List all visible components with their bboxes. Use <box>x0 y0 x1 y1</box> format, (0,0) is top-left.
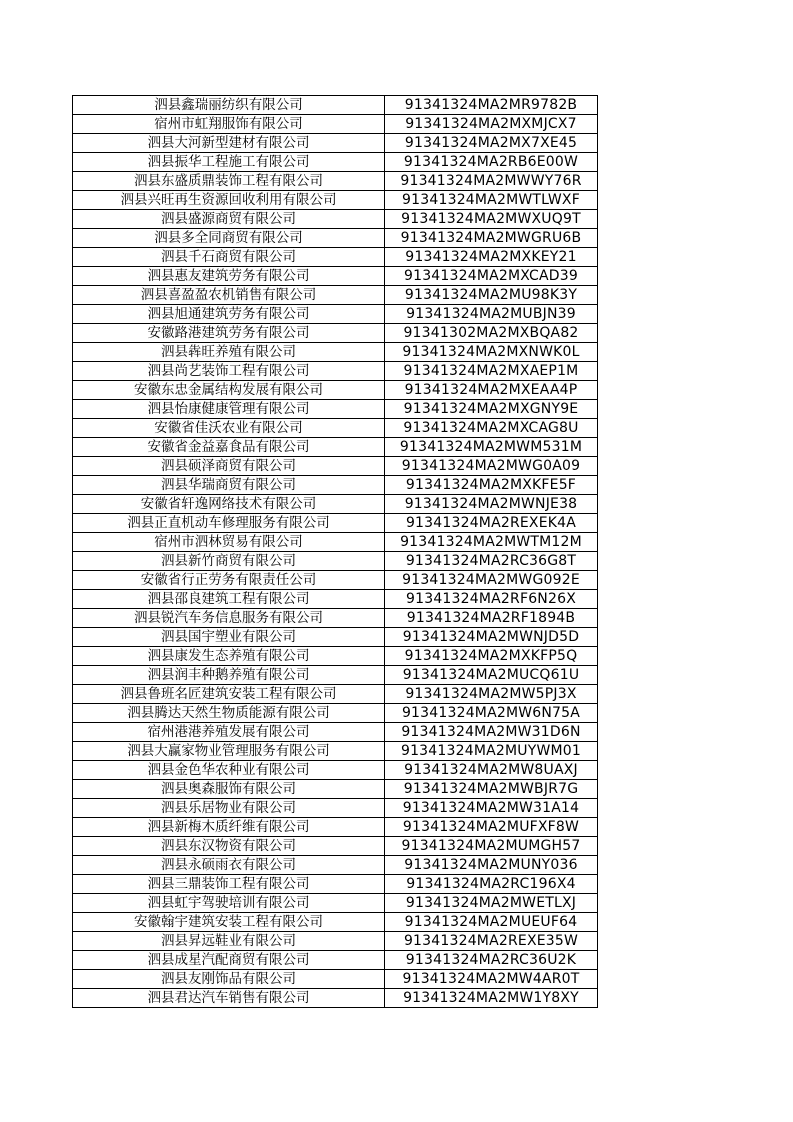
company-name-cell: 安徽省轩逸网络技术有限公司 <box>73 495 385 514</box>
company-name-cell: 安徽东忠金属结构发展有限公司 <box>73 381 385 400</box>
table-row <box>73 229 598 248</box>
table-row <box>73 989 598 1008</box>
company-name-cell: 泗县新竹商贸有限公司 <box>73 552 385 571</box>
table-row <box>73 324 598 343</box>
company-name-cell: 泗县华瑞商贸有限公司 <box>73 476 385 495</box>
credit-code-cell: 91341324MA2MWG092E <box>385 571 598 590</box>
credit-code-cell: 91341324MA2MW31D6N <box>385 723 598 742</box>
company-name-cell: 泗县康发生态养殖有限公司 <box>73 647 385 666</box>
credit-code-cell: 91341324MA2MXCAG8U <box>385 419 598 438</box>
company-name-cell: 安徽省金益嘉食品有限公司 <box>73 438 385 457</box>
table-row <box>73 191 598 210</box>
table-row <box>73 457 598 476</box>
table-row <box>73 818 598 837</box>
table-row <box>73 248 598 267</box>
credit-code-cell: 91341324MA2MXMJCX7 <box>385 115 598 134</box>
credit-code-cell: 91341324MA2MWWY76R <box>385 172 598 191</box>
company-name-cell: 泗县硕泽商贸有限公司 <box>73 457 385 476</box>
credit-code-cell: 91341324MA2RC36U2K <box>385 951 598 970</box>
credit-code-cell: 91341324MA2MWGRU6B <box>385 229 598 248</box>
credit-code-cell: 91341324MA2MW5PJ3X <box>385 685 598 704</box>
credit-code-cell: 91341324MA2MWNJE38 <box>385 495 598 514</box>
credit-code-cell: 91341324MA2MR9782B <box>385 96 598 115</box>
table-row <box>73 172 598 191</box>
credit-code-cell: 91341324MA2RF1894B <box>385 609 598 628</box>
credit-code-cell: 91341324MA2MWETLXJ <box>385 894 598 913</box>
credit-code-cell: 91341324MA2MW31A14 <box>385 799 598 818</box>
company-name-cell: 泗县乐居物业有限公司 <box>73 799 385 818</box>
company-name-cell: 宿州市虹翔服饰有限公司 <box>73 115 385 134</box>
table-row <box>73 761 598 780</box>
company-name-cell: 泗县成星汽配商贸有限公司 <box>73 951 385 970</box>
company-name-cell: 安徽路港建筑劳务有限公司 <box>73 324 385 343</box>
table-row <box>73 381 598 400</box>
credit-code-cell: 91341324MA2RF6N26X <box>385 590 598 609</box>
company-name-cell: 泗县多全同商贸有限公司 <box>73 229 385 248</box>
credit-code-cell: 91341324MA2MUYWM01 <box>385 742 598 761</box>
company-name-cell: 泗县奥森服饰有限公司 <box>73 780 385 799</box>
credit-code-cell: 91341324MA2MUBJN39 <box>385 305 598 324</box>
company-name-cell: 泗县喜盈盈农机销售有限公司 <box>73 286 385 305</box>
credit-code-cell: 91341324MA2MXGNY9E <box>385 400 598 419</box>
credit-code-cell: 91341324MA2MW1Y8XY <box>385 989 598 1008</box>
company-name-cell: 泗县友刚饰品有限公司 <box>73 970 385 989</box>
credit-code-cell: 91341324MA2MUFXF8W <box>385 818 598 837</box>
credit-code-cell: 91341324MA2REXEK4A <box>385 514 598 533</box>
company-table-body <box>73 96 598 1008</box>
table-row <box>73 780 598 799</box>
company-name-cell: 安徽省佳沃农业有限公司 <box>73 419 385 438</box>
table-row <box>73 495 598 514</box>
company-name-cell: 泗县犇旺养殖有限公司 <box>73 343 385 362</box>
credit-code-cell: 91341324MA2MXKEY21 <box>385 248 598 267</box>
company-name-cell: 泗县三鼎装饰工程有限公司 <box>73 875 385 894</box>
table-row <box>73 647 598 666</box>
company-name-cell: 泗县盛源商贸有限公司 <box>73 210 385 229</box>
table-row <box>73 533 598 552</box>
credit-code-cell: 91341324MA2MU98K3Y <box>385 286 598 305</box>
table-row <box>73 267 598 286</box>
credit-code-cell: 91341324MA2MWBJR7G <box>385 780 598 799</box>
credit-code-cell: 91341324MA2MWM531M <box>385 438 598 457</box>
company-name-cell: 泗县腾达天然生物质能源有限公司 <box>73 704 385 723</box>
table-row <box>73 932 598 951</box>
table-row <box>73 704 598 723</box>
table-row <box>73 590 598 609</box>
table-row <box>73 571 598 590</box>
credit-code-cell: 91341324MA2MXKFE5F <box>385 476 598 495</box>
company-name-cell: 泗县旭通建筑劳务有限公司 <box>73 305 385 324</box>
company-name-cell: 泗县鲁班名匠建筑安装工程有限公司 <box>73 685 385 704</box>
company-name-cell: 宿州港港养殖发展有限公司 <box>73 723 385 742</box>
table-row <box>73 514 598 533</box>
table-row <box>73 913 598 932</box>
company-name-cell: 泗县国宇塑业有限公司 <box>73 628 385 647</box>
credit-code-cell: 91341324MA2MW4AR0T <box>385 970 598 989</box>
company-name-cell: 泗县永硕雨衣有限公司 <box>73 856 385 875</box>
company-name-cell: 泗县锐汽车务信息服务有限公司 <box>73 609 385 628</box>
credit-code-cell: 91341324MA2MUNY036 <box>385 856 598 875</box>
credit-code-cell: 91341324MA2MXEAA4P <box>385 381 598 400</box>
company-name-cell: 泗县邵良建筑工程有限公司 <box>73 590 385 609</box>
table-row <box>73 343 598 362</box>
table-row <box>73 628 598 647</box>
company-name-cell: 泗县千石商贸有限公司 <box>73 248 385 267</box>
company-name-cell: 泗县金色华农种业有限公司 <box>73 761 385 780</box>
company-name-cell: 泗县君达汽车销售有限公司 <box>73 989 385 1008</box>
table-row <box>73 951 598 970</box>
table-row <box>73 400 598 419</box>
table-row <box>73 875 598 894</box>
company-name-cell: 泗县昇远鞋业有限公司 <box>73 932 385 951</box>
company-name-cell: 泗县鑫瑞丽纺织有限公司 <box>73 96 385 115</box>
company-name-cell: 泗县东盛质鼎装饰工程有限公司 <box>73 172 385 191</box>
company-name-cell: 安徽省行正劳务有限责任公司 <box>73 571 385 590</box>
company-name-cell: 泗县新梅木质纤维有限公司 <box>73 818 385 837</box>
table-row <box>73 666 598 685</box>
credit-code-cell: 91341324MA2MUCQ61U <box>385 666 598 685</box>
company-name-cell: 泗县兴旺再生资源回收利用有限公司 <box>73 191 385 210</box>
credit-code-cell: 91341324MA2MXKFP5Q <box>385 647 598 666</box>
company-name-cell: 泗县虹宇驾驶培训有限公司 <box>73 894 385 913</box>
company-name-cell: 泗县润丰种鹅养殖有限公司 <box>73 666 385 685</box>
table-row <box>73 609 598 628</box>
credit-code-cell: 91341324MA2MXAEP1M <box>385 362 598 381</box>
table-row <box>73 286 598 305</box>
table-row <box>73 134 598 153</box>
table-row <box>73 210 598 229</box>
credit-code-cell: 91341324MA2MW6N75A <box>385 704 598 723</box>
credit-code-cell: 91341324MA2REXE35W <box>385 932 598 951</box>
table-row <box>73 856 598 875</box>
company-table <box>72 95 598 1008</box>
credit-code-cell: 91341324MA2MWTLWXF <box>385 191 598 210</box>
table-row <box>73 419 598 438</box>
credit-code-cell: 91341324MA2MWXUQ9T <box>385 210 598 229</box>
company-name-cell: 泗县大赢家物业管理服务有限公司 <box>73 742 385 761</box>
company-name-cell: 宿州市泗林贸易有限公司 <box>73 533 385 552</box>
credit-code-cell: 91341324MA2MWNJD5D <box>385 628 598 647</box>
credit-code-cell: 91341324MA2RB6E00W <box>385 153 598 172</box>
company-name-cell: 泗县东汉物资有限公司 <box>73 837 385 856</box>
company-name-cell: 泗县正直机动车修理服务有限公司 <box>73 514 385 533</box>
company-name-cell: 泗县尚艺装饰工程有限公司 <box>73 362 385 381</box>
table-row <box>73 153 598 172</box>
company-name-cell: 泗县大河新型建材有限公司 <box>73 134 385 153</box>
table-row <box>73 742 598 761</box>
credit-code-cell: 91341324MA2RC36G8T <box>385 552 598 571</box>
table-row <box>73 96 598 115</box>
company-name-cell: 安徽翰宇建筑安装工程有限公司 <box>73 913 385 932</box>
table-row <box>73 799 598 818</box>
credit-code-cell: 91341324MA2MUEUF64 <box>385 913 598 932</box>
credit-code-cell: 91341302MA2MXBQA82 <box>385 324 598 343</box>
credit-code-cell: 91341324MA2MXCAD39 <box>385 267 598 286</box>
table-row <box>73 115 598 134</box>
credit-code-cell: 91341324MA2MWTM12M <box>385 533 598 552</box>
table-row <box>73 476 598 495</box>
table-row <box>73 894 598 913</box>
company-name-cell: 泗县惠友建筑劳务有限公司 <box>73 267 385 286</box>
company-name-cell: 泗县振华工程施工有限公司 <box>73 153 385 172</box>
table-row <box>73 837 598 856</box>
company-name-cell: 泗县怡康健康管理有限公司 <box>73 400 385 419</box>
credit-code-cell: 91341324MA2MX7XE45 <box>385 134 598 153</box>
table-row <box>73 685 598 704</box>
table-row <box>73 970 598 989</box>
table-row <box>73 362 598 381</box>
table-row <box>73 438 598 457</box>
table-row <box>73 552 598 571</box>
credit-code-cell: 91341324MA2MXNWK0L <box>385 343 598 362</box>
table-row <box>73 723 598 742</box>
table-row <box>73 305 598 324</box>
credit-code-cell: 91341324MA2RC196X4 <box>385 875 598 894</box>
credit-code-cell: 91341324MA2MUMGH57 <box>385 837 598 856</box>
credit-code-cell: 91341324MA2MWG0A09 <box>385 457 598 476</box>
credit-code-cell: 91341324MA2MW8UAXJ <box>385 761 598 780</box>
